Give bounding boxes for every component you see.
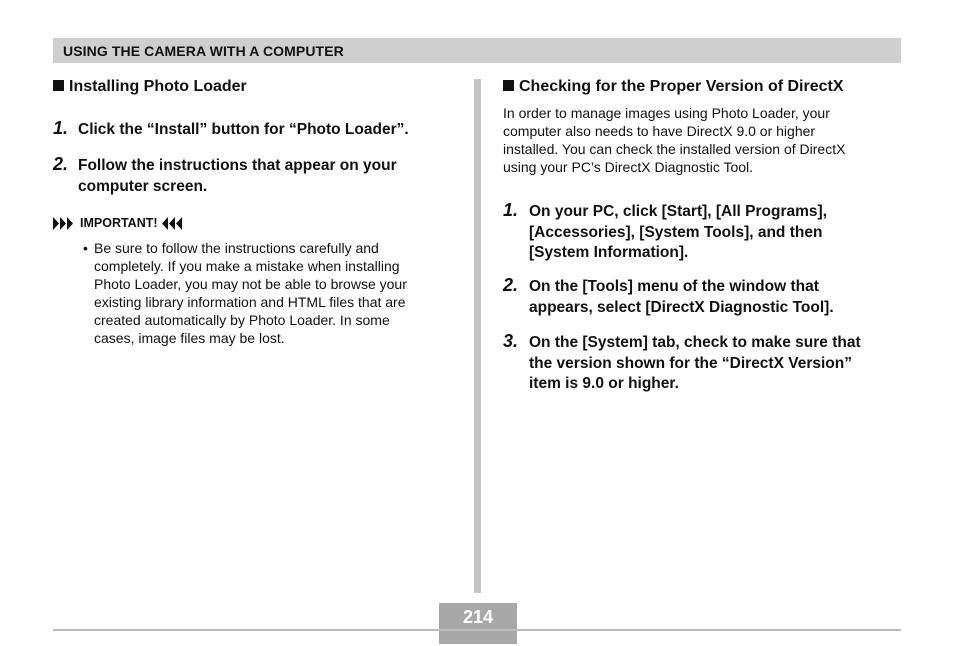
step-line: [Accessories], [System Tools], and then [529,223,823,241]
intro-line: installed. You can check the installed version of DirectX [503,141,846,157]
bullet-line: existing library information and HTML files that are [94,294,406,310]
step-text [529,277,834,318]
step-line: On your PC, click [Start], [All Programs], [529,203,828,220]
intro-line: computer also needs to have DirectX 9.0 or higher [503,123,816,139]
intro-line: using your PC’s DirectX Diagnostic Tool. [503,159,754,175]
step-line: computer screen. [78,177,208,195]
step-number: 1. [503,200,519,220]
directx-intro [503,104,845,176]
important-label: IMPORTANT! [80,216,158,230]
step-number: 3. [503,331,519,351]
bullet-line: created automatically by Photo Loader. In some [94,312,390,328]
important-right-arrows-icon [162,217,184,230]
intro-line: In order to manage images using Photo Loader, your [503,105,830,121]
page-number-tab-base [439,631,517,644]
step-line: item is 9.0 or higher. [529,375,679,392]
step-text [78,120,409,141]
square-bullet-icon [503,80,514,91]
bullet-line: Photo Loader, you may not be able to browse your [94,276,407,292]
bullet-line: completely. If you make a mistake when installing [94,258,400,274]
step-line: Click the “Install” button for “Photo Loader”. [78,121,409,138]
step-line: [System Information]. [529,244,689,261]
step-line: the version shown for the “DirectX Version” [529,354,852,372]
header-bar [53,38,901,63]
step-text [78,156,397,197]
left-section-title-text: Installing Photo Loader [69,78,247,95]
page-number-box [439,603,517,644]
step-line: On the [System] tab, check to make sure that [529,334,861,351]
right-section-title [503,78,844,96]
step-line: On the [Tools] menu of the window that [529,278,819,295]
column-divider [474,79,481,593]
bullet-dot: • [83,240,88,256]
important-left-arrows-icon [53,217,75,230]
right-section-title-text: Checking for the Proper Version of DirectX [519,78,844,95]
step-line: Follow the instructions that appear on your [78,157,397,174]
step-text [529,202,827,264]
step-number: 1. [53,118,69,138]
step-number: 2. [53,154,69,174]
step-text [529,333,861,395]
bullet-line: Be sure to follow the instructions carefully and [94,240,379,256]
bullet-text [94,239,407,347]
left-section-title [53,78,247,96]
header-title: USING THE CAMERA WITH A COMPUTER [63,43,344,59]
important-notice [53,216,184,230]
bullet-line: cases, image files may be lost. [94,330,285,346]
square-bullet-icon [53,80,64,91]
page-number: 214 [462,607,494,627]
step-line: appears, select [DirectX Diagnostic Tool]. [529,298,834,316]
step-number: 2. [503,275,519,295]
